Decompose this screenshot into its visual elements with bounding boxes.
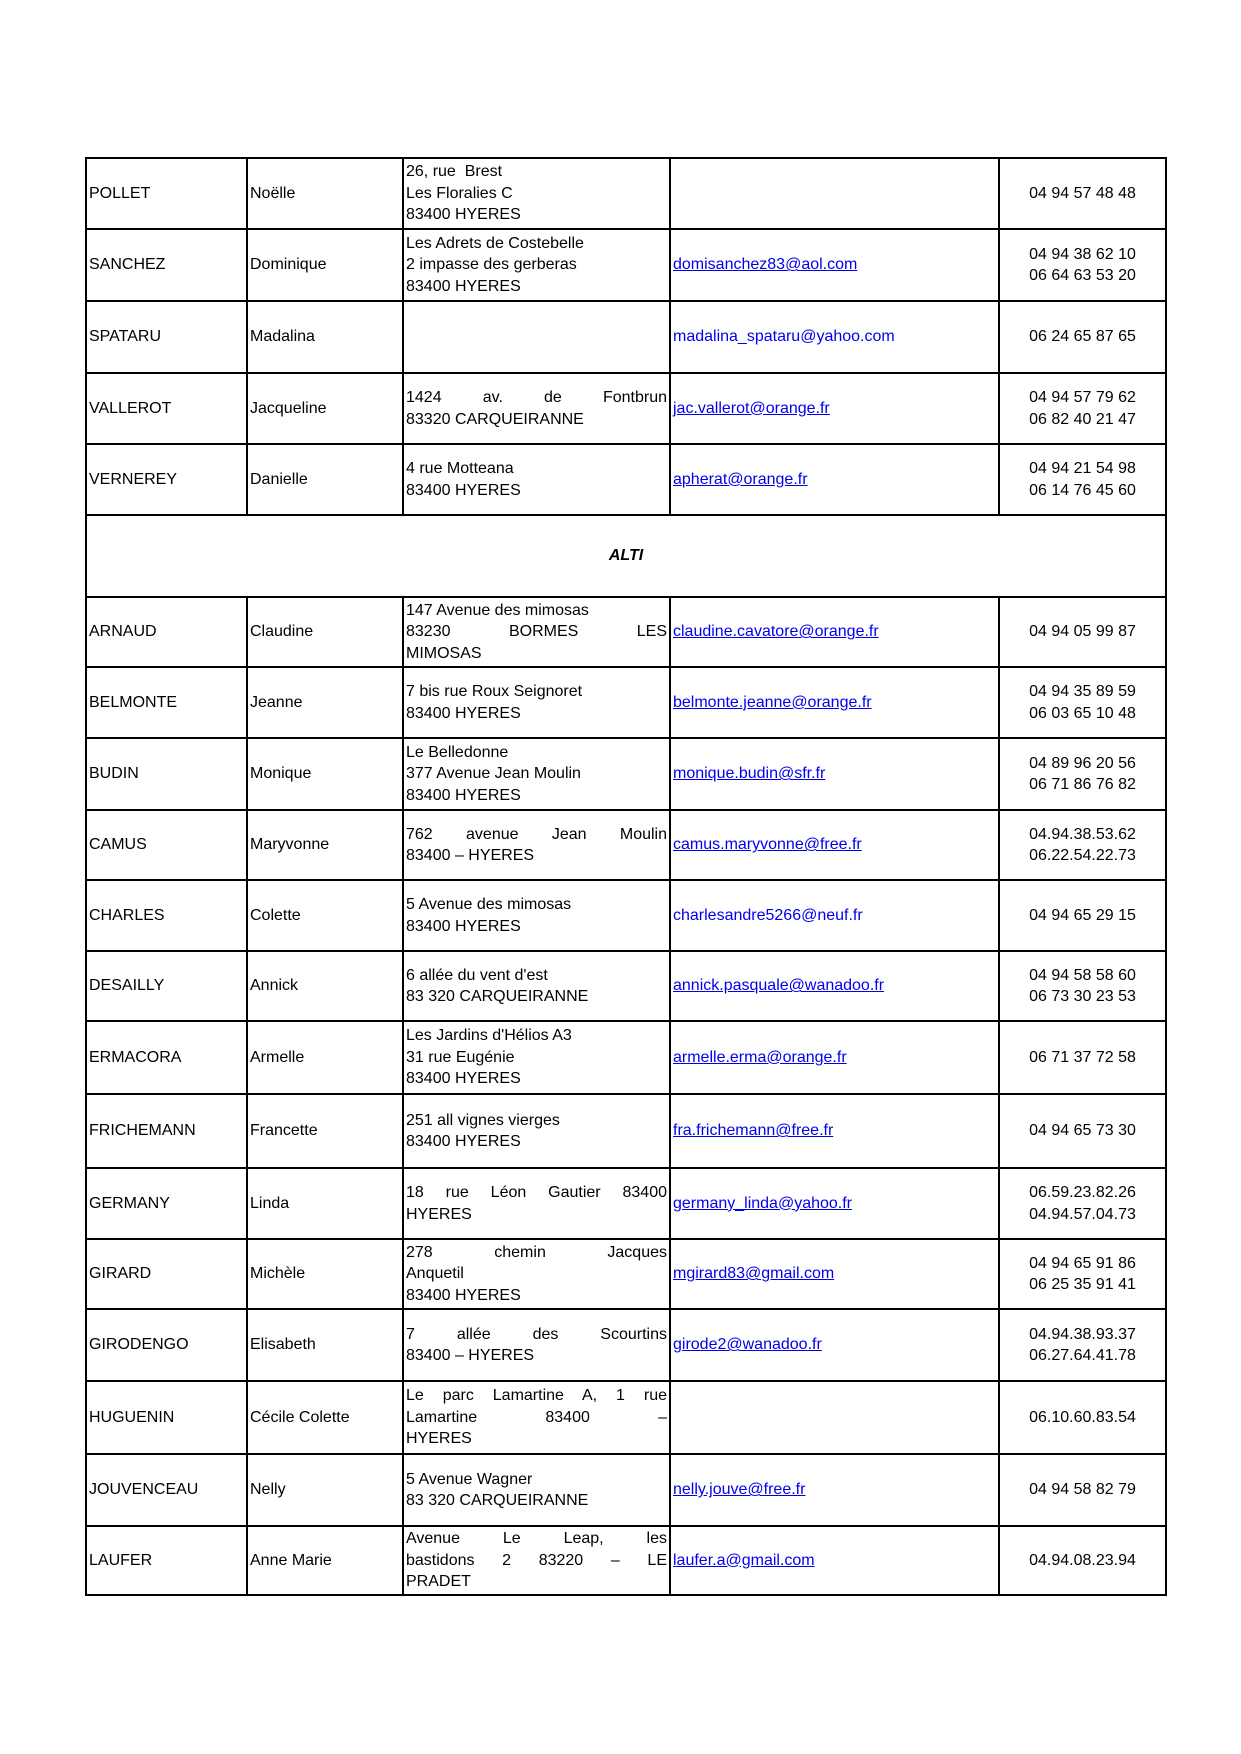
address-line: Les Adrets de Costebelle [406,234,584,252]
first-name-cell: Nelly [247,1454,403,1526]
last-name-cell: LAUFER [86,1526,247,1595]
phone-number: 06.59.23.82.26 [1029,1184,1136,1201]
table-row [86,667,1166,738]
phone-number: 06 03 65 10 48 [1029,704,1136,722]
address-line: 278 chemin Jacques [406,1243,667,1261]
table-row [86,951,1166,1021]
first-name-cell: Dominique [247,229,403,301]
table-row [86,1021,1166,1094]
email-link[interactable]: armelle.erma@orange.fr [673,1048,847,1066]
table-row [86,1454,1166,1526]
address-line: 83400 HYERES [406,1286,521,1304]
last-name-cell: CHARLES [86,880,247,951]
phone-cell [999,880,1166,951]
first-name-cell: Francette [247,1094,403,1168]
email-link[interactable]: camus.maryvonne@free.fr [673,836,862,854]
section-title: ALTI [608,547,644,565]
phone-cell [999,1021,1166,1094]
address-line: Anquetil [406,1265,464,1283]
address-line: 83400 HYERES [406,786,521,804]
address-line: Les Jardins d'Hélios A3 [406,1027,572,1045]
phone-number: 06.10.60.83.54 [1029,1408,1136,1426]
phone-number: 06 24 65 87 65 [1029,328,1136,346]
first-name-cell: Claudine [247,597,403,667]
phone-number: 04 94 65 29 15 [1029,906,1136,924]
phone-number: 04 94 58 82 79 [1029,1481,1136,1499]
phone-cell [999,1526,1166,1595]
last-name-cell: GIRARD [86,1239,247,1309]
phone-number: 06 71 37 72 58 [1029,1048,1136,1066]
address-cell [403,597,670,667]
address-line: 5 Avenue des mimosas [406,896,572,913]
address-line: 4 rue Motteana [406,460,514,477]
address-line: 7 bis rue Roux Seignoret [406,683,583,700]
table-row [86,229,1166,301]
table-row [86,880,1166,951]
address-cell [403,1021,670,1094]
address-line: HYERES [406,1430,472,1448]
last-name-cell: GIRODENGO [86,1309,247,1381]
phone-cell [999,597,1166,667]
first-name-cell: Cécile Colette [247,1381,403,1454]
address-cell [403,444,670,515]
table-row [86,597,1166,667]
phone-number: 04.94.38.93.37 [1029,1325,1136,1343]
address-cell [403,880,670,951]
first-name-cell: Noëlle [247,158,403,229]
last-name-cell: BELMONTE [86,667,247,738]
first-name-cell: Danielle [247,444,403,515]
section-header-cell [86,515,1166,597]
first-name-cell: Armelle [247,1021,403,1094]
phone-cell [999,1168,1166,1239]
table-row [86,810,1166,880]
table-row [86,158,1166,229]
address-line: 7 allée des Scourtins [406,1325,667,1343]
phone-number: 04 94 38 62 10 [1029,245,1136,263]
first-name-cell: Annick [247,951,403,1021]
address-line: 31 rue Eugénie [406,1048,515,1066]
email-link[interactable]: mgirard83@gmail.com [673,1265,835,1283]
first-name-cell: Madalina [247,301,403,373]
phone-cell [999,1381,1166,1454]
email-link[interactable]: madalina_spataru@yahoo.com [673,328,895,346]
phone-cell [999,1094,1166,1168]
last-name-cell: DESAILLY [86,951,247,1021]
address-line: 251 all vignes vierges [406,1111,560,1129]
email-link[interactable]: germany_linda@yahoo.fr [673,1194,853,1212]
table-row [86,1239,1166,1309]
table-row [86,738,1166,810]
last-name-cell: BUDIN [86,738,247,810]
email-link[interactable]: girode2@wanadoo.fr [673,1336,822,1354]
address-cell [403,1309,670,1381]
address-line: 83400 – HYERES [406,1347,535,1364]
email-link[interactable]: apherat@orange.fr [673,470,808,488]
section-header-row [86,515,1166,597]
phone-number: 06 73 30 23 53 [1029,988,1136,1005]
phone-cell [999,667,1166,738]
address-cell [403,667,670,738]
address-line: 83400 HYERES [406,1070,521,1088]
phone-number: 04 94 21 54 98 [1029,460,1136,477]
phone-number: 04 94 05 99 87 [1029,623,1136,641]
address-line: 83400 HYERES [406,481,521,499]
first-name-cell: Maryvonne [247,810,403,880]
phone-number: 04 89 96 20 56 [1029,754,1136,772]
address-line: 83400 HYERES [406,277,521,295]
table-row [86,301,1166,373]
address-cell [403,158,670,229]
address-line: 83400 HYERES [406,1133,521,1150]
last-name-cell: ARNAUD [86,597,247,667]
table-row [86,1526,1166,1595]
email-cell [670,1309,999,1381]
phone-cell [999,301,1166,373]
last-name-cell: SPATARU [86,301,247,373]
address-line: 18 rue Léon Gautier 83400 [406,1184,667,1201]
email-link[interactable]: jac.vallerot@orange.fr [673,399,830,417]
address-line: bastidons 2 83220 – LE [406,1551,667,1569]
phone-number: 06 64 63 53 20 [1029,267,1136,284]
last-name-cell: VALLEROT [86,373,247,444]
email-cell [670,373,999,444]
table-row [86,373,1166,444]
email-cell [670,444,999,515]
phone-cell [999,1239,1166,1309]
email-cell [670,1381,999,1454]
phone-number: 04 94 57 48 48 [1029,184,1136,202]
phone-number: 06.22.54.22.73 [1029,847,1136,864]
address-cell [403,1168,670,1239]
email-cell [670,229,999,301]
phone-number: 06 14 76 45 60 [1029,481,1136,499]
address-cell [403,810,670,880]
last-name-cell: VERNEREY [86,444,247,515]
table-row [86,1309,1166,1381]
first-name-cell: Anne Marie [247,1526,403,1595]
email-cell [670,810,999,880]
address-cell [403,1094,670,1168]
address-cell [403,1381,670,1454]
last-name-cell: POLLET [86,158,247,229]
email-cell [670,1526,999,1595]
first-name-cell: Michèle [247,1239,403,1309]
email-cell [670,667,999,738]
address-line: 83400 HYERES [406,206,521,224]
last-name-cell: CAMUS [86,810,247,880]
table-row [86,1094,1166,1168]
email-link[interactable]: annick.pasquale@wanadoo.fr [673,977,885,995]
phone-number: 04.94.08.23.94 [1029,1551,1136,1569]
phone-cell [999,444,1166,515]
address-line: HYERES [406,1205,472,1223]
address-line: 6 allée du vent d'est [406,966,548,984]
email-cell [670,1168,999,1239]
email-link[interactable]: charlesandre5266@neuf.fr [673,906,863,924]
phone-number: 06 25 35 91 41 [1029,1276,1136,1293]
address-line: 147 Avenue des mimosas [406,601,589,619]
phone-number: 04 94 65 73 30 [1029,1122,1136,1140]
phone-cell [999,951,1166,1021]
address-line: 5 Avenue Wagner [406,1470,533,1488]
address-line: 26, rue Brest [406,163,503,181]
address-line: MIMOSAS [406,644,482,662]
phone-number: 06.27.64.41.78 [1029,1347,1136,1364]
address-cell [403,738,670,810]
email-link[interactable]: claudine.cavatore@orange.fr [673,623,879,641]
address-line: 83 320 CARQUEIRANNE [406,1492,589,1509]
email-cell [670,1454,999,1526]
first-name-cell: Monique [247,738,403,810]
address-line: 83320 CARQUEIRANNE [406,410,584,428]
phone-number: 06 71 86 76 82 [1029,776,1136,793]
address-line: Les Floralies C [406,184,513,202]
address-cell [403,373,670,444]
address-line: PRADET [406,1573,471,1590]
first-name-cell: Colette [247,880,403,951]
phone-number: 04 94 58 58 60 [1029,966,1136,984]
address-line: 1424 av. de Fontbrun [406,389,667,406]
phone-cell [999,158,1166,229]
email-cell [670,301,999,373]
phone-cell [999,373,1166,444]
phone-number: 04 94 35 89 59 [1029,683,1136,700]
email-cell [670,951,999,1021]
email-link[interactable]: nelly.jouve@free.fr [673,1481,806,1499]
email-cell [670,1021,999,1094]
address-line: 83 320 CARQUEIRANNE [406,988,589,1005]
address-line: Le parc Lamartine A, 1 rue [406,1387,667,1405]
address-cell [403,1239,670,1309]
last-name-cell: SANCHEZ [86,229,247,301]
last-name-cell: GERMANY [86,1168,247,1239]
last-name-cell: ERMACORA [86,1021,247,1094]
address-cell [403,229,670,301]
address-line: Avenue Le Leap, les [406,1530,667,1547]
address-line: 83230 BORMES LES [406,623,667,641]
email-link[interactable]: domisanchez83@aol.com [673,256,858,274]
email-cell [670,597,999,667]
table-row [86,1168,1166,1239]
address-cell [403,1454,670,1526]
first-name-cell: Elisabeth [247,1309,403,1381]
phone-number: 04 94 65 91 86 [1029,1254,1136,1272]
address-cell [403,1526,670,1595]
email-cell [670,880,999,951]
phone-cell [999,810,1166,880]
contacts-table-body [86,158,1166,1595]
email-cell [670,1094,999,1168]
address-cell [403,301,670,373]
address-line: 762 avenue Jean Moulin [406,825,667,843]
phone-cell [999,1309,1166,1381]
table-row [86,444,1166,515]
last-name-cell: FRICHEMANN [86,1094,247,1168]
address-cell [403,951,670,1021]
address-line: 83400 HYERES [406,704,521,722]
contacts-table [85,157,1167,1596]
address-line: Le Belledonne [406,743,509,761]
email-link[interactable]: fra.frichemann@free.fr [673,1122,834,1140]
last-name-cell: HUGUENIN [86,1381,247,1454]
phone-number: 04 94 57 79 62 [1029,389,1136,406]
first-name-cell: Linda [247,1168,403,1239]
table-row [86,1381,1166,1454]
address-line: 377 Avenue Jean Moulin [406,765,581,783]
phone-number: 06 82 40 21 47 [1029,410,1136,428]
last-name-cell: JOUVENCEAU [86,1454,247,1526]
phone-number: 04.94.38.53.62 [1029,825,1136,843]
email-cell [670,738,999,810]
phone-cell [999,1454,1166,1526]
address-line: Lamartine 83400 – [406,1408,667,1426]
first-name-cell: Jeanne [247,667,403,738]
phone-number: 04.94.57.04.73 [1029,1205,1136,1223]
email-link[interactable]: monique.budin@sfr.fr [673,765,826,783]
email-link[interactable]: laufer.a@gmail.com [673,1551,815,1569]
address-line: 83400 – HYERES [406,847,535,864]
phone-cell [999,229,1166,301]
first-name-cell: Jacqueline [247,373,403,444]
email-cell [670,1239,999,1309]
email-link[interactable]: belmonte.jeanne@orange.fr [673,693,872,711]
phone-cell [999,738,1166,810]
address-line: 83400 HYERES [406,917,521,935]
email-cell [670,158,999,229]
address-line: 2 impasse des gerberas [406,256,577,274]
